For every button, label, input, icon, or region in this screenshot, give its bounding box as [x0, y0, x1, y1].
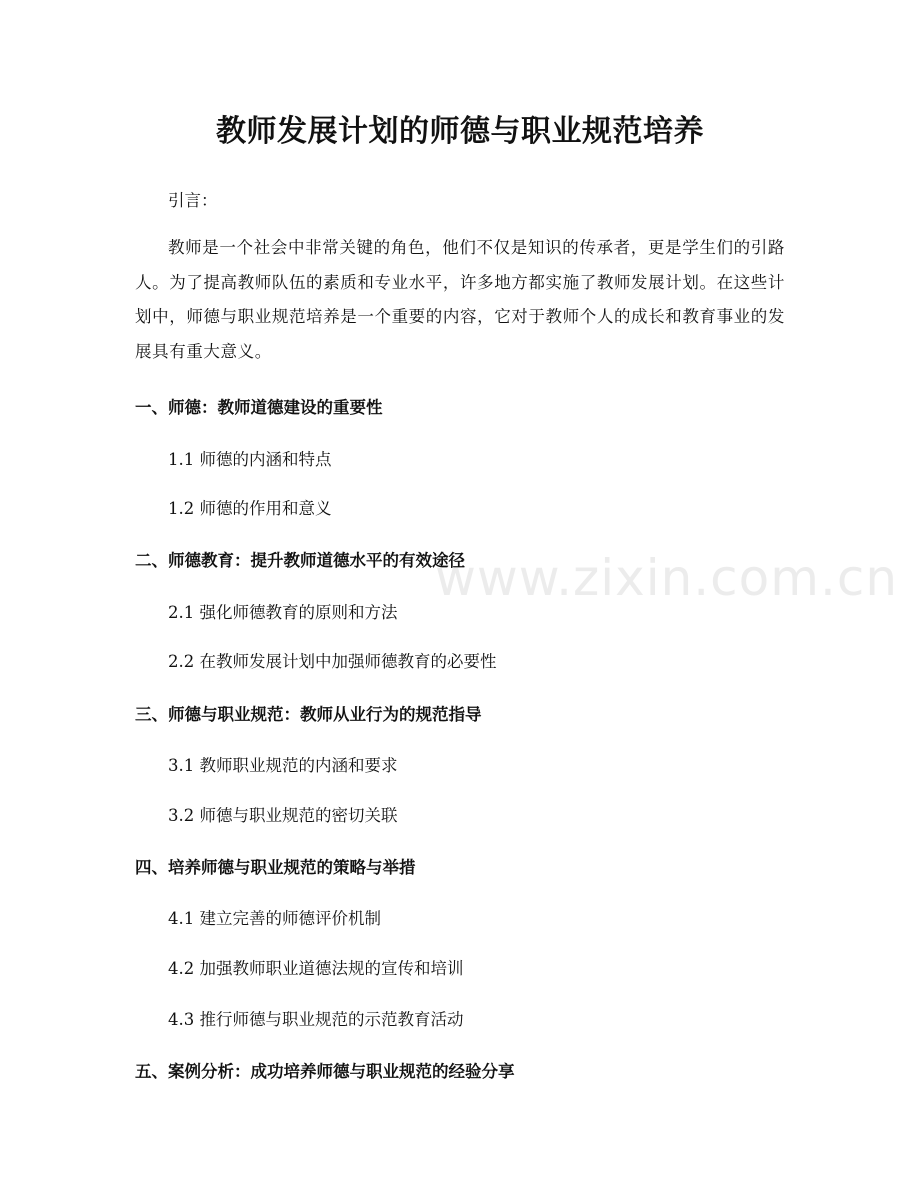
section-heading-1: 一、师德：教师道德建设的重要性 [135, 398, 383, 417]
subsection-2-2: 2.2 在教师发展计划中加强师德教育的必要性 [168, 652, 497, 671]
subsection-4-2: 4.2 加强教师职业道德法规的宣传和培训 [168, 959, 464, 978]
subsection-4-1: 4.1 建立完善的师德评价机制 [168, 909, 381, 928]
section-heading-2: 二、师德教育：提升教师道德水平的有效途径 [135, 551, 465, 570]
section-heading-5: 五、案例分析：成功培养师德与职业规范的经验分享 [135, 1062, 515, 1081]
section-heading-4: 四、培养师德与职业规范的策略与举措 [135, 858, 416, 877]
subsection-1-1: 1.1 师德的内涵和特点 [168, 450, 332, 469]
subsection-4-3: 4.3 推行师德与职业规范的示范教育活动 [168, 1010, 464, 1029]
intro-label: 引言： [168, 191, 218, 210]
subsection-3-1: 3.1 教师职业规范的内涵和要求 [168, 756, 398, 775]
subsection-2-1: 2.1 强化师德教育的原则和方法 [168, 603, 398, 622]
document-title: 教师发展计划的师德与职业规范培养 [216, 114, 704, 149]
subsection-3-2: 3.2 师德与职业规范的密切关联 [168, 806, 398, 825]
subsection-1-2: 1.2 师德的作用和意义 [168, 499, 332, 518]
watermark: www.zixin.com.cn [435, 549, 899, 607]
section-heading-3: 三、师德与职业规范：教师从业行为的规范指导 [135, 705, 482, 724]
intro-paragraph: 教师是一个社会中非常关键的角色，他们不仅是知识的传承者，更是学生们的引路人。为了提高教师队伍的素质和专业水平，许多地方都实施了教师发展计划。在这些计划中，师德与职业规范培养是一个重要的内容，它对于教师个人的成长和教育事业的发展具有重大意义。 [135, 238, 785, 361]
